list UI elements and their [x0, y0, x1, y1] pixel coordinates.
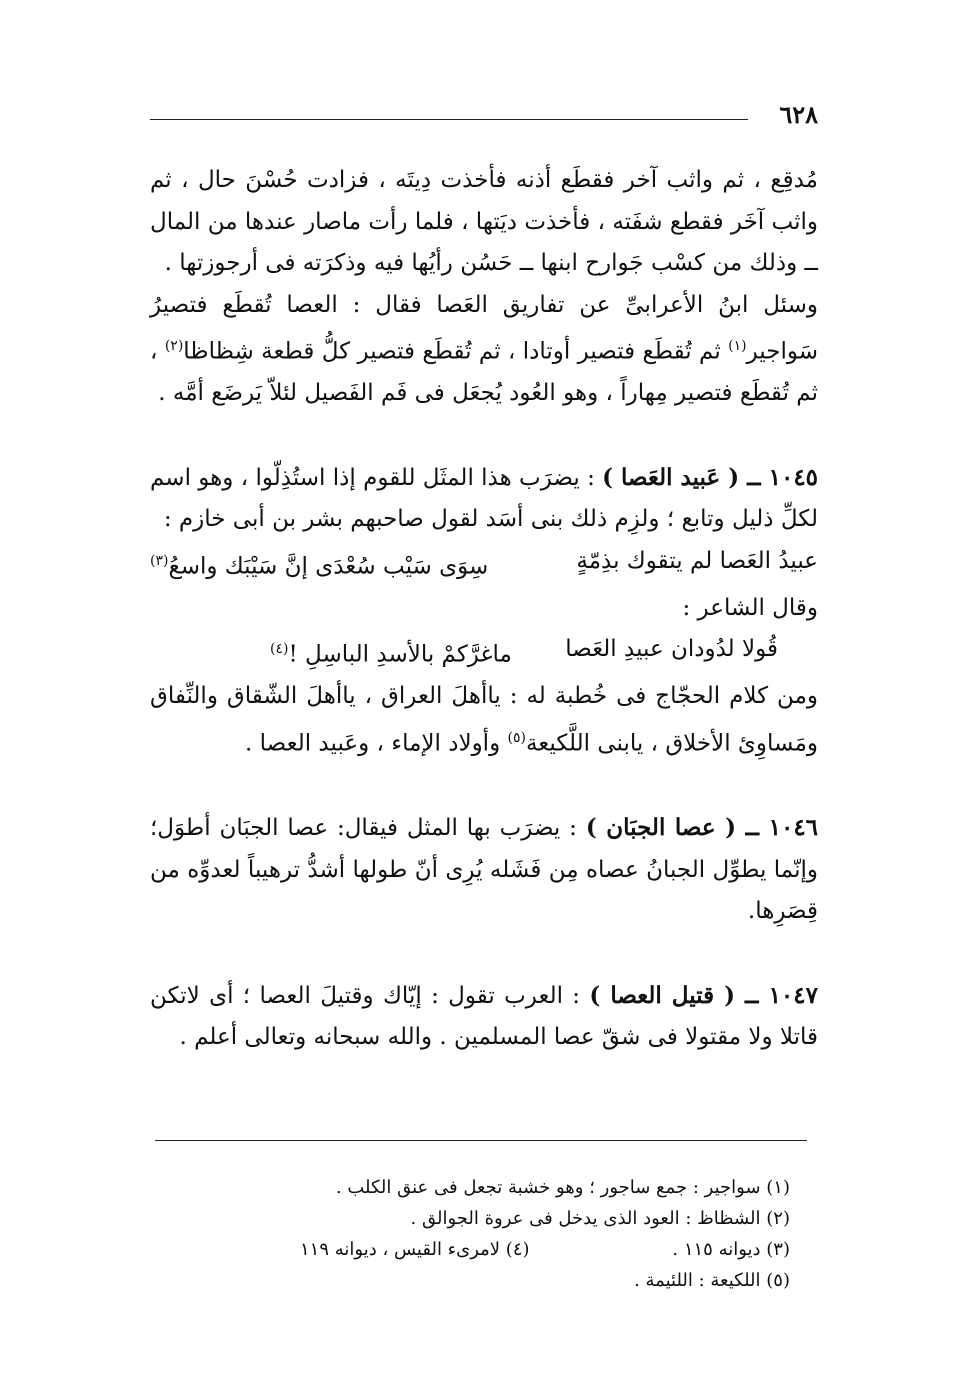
intro-paragraph-2c-text: ، ثم تُقطَع فتصير مِهاراً ، وهو العُود يُجعَل فى فَم الفَصيل لئلاّ يَرضَع أمَّه . [150, 338, 818, 407]
footnote-ref-5: (٥) [507, 729, 526, 746]
footnote-5: (٥) اللكيعة : اللئيمة . [634, 1270, 790, 1291]
entry-1047-paragraph [150, 975, 818, 1059]
verse-1 [150, 541, 818, 588]
entry-1045-paragraph [150, 457, 818, 541]
header-rule [150, 119, 748, 120]
entry-1045-text: : يضرَب هذا المثَل للقوم إذا استُذِلّوا ، وهو اسم لكلِّ ذليل وتابع ؛ ولزِم ذلك بنى أسَد لقول صاحبهم بشر بن أبى خازم : [150, 464, 818, 533]
verse-2-second-hemistich: ماغرَّكمْ بالأسدِ الباسِلِ ! [288, 641, 512, 668]
footnote-ref-4: (٤) [270, 641, 289, 658]
main-text [150, 160, 818, 1059]
intro-paragraph-1: مُدقِع ، ثم واثب آخر فقطَع أذنه فأخذت دِيتَه ، فزادت حُسْنَ حال ، ثم واثب آخَر فقطع شفَته ، فأخذت ديَتها ، فلما رأت ماصار عندها من المال ــ وذلك من كسْب جَوارح ابنها ــ حَسُن رأيُها فيه وذكرَته فى أرجوزتها . [150, 167, 818, 276]
entry-1046-heading: ١٠٤٦ ــ ( عصا الجبَان ) [585, 814, 819, 842]
footnote-1: (١) سواجير : جمع ساجور ؛ وهو خشبة تجعل فى عنق الكلب . [335, 1177, 790, 1198]
entry-1046-text: : يضرَب بها المثل فيقال: عصا الجبَان أطوَل؛ وإنّما يطوِّل الجبانُ عصاه مِن فَشَله يُرِى أنّ طولها أشدُّ ترهيباً لعدوِّه من قِصَرِها. [150, 815, 818, 925]
footnote-2: (٢) الشظاظ : العود الذى يدخل فى عروة الجوالق . [410, 1208, 790, 1229]
entry-1046-paragraph [150, 807, 818, 933]
footnote-ref-2: (٢) [164, 338, 184, 354]
verse-1-second-hemistich-wrap [150, 541, 488, 588]
footnote-ref-1: (١) [728, 338, 747, 354]
footnote-ref-3: (٣) [150, 552, 169, 569]
entry-1046 [150, 807, 818, 933]
page-header [150, 100, 818, 136]
verse-1-first-hemistich: عبيدُ العَصا لم يتقوك بذِمّةٍ [576, 547, 818, 574]
footnote-3: (٣) ديوانه ١١٥ . [672, 1239, 790, 1260]
verse-2 [150, 629, 818, 676]
footnotes [300, 1172, 790, 1296]
footnote-3-4-line [300, 1234, 790, 1265]
intro-paragraph-2 [150, 285, 818, 415]
entry-1047-heading: ١٠٤٧ ــ ( قتيل العصا ) [589, 981, 818, 1009]
verse-2-second-hemistich-wrap [270, 629, 512, 676]
hajjaj-quote-end: وأولاد الإماء ، وعَبيد العصا . [245, 730, 501, 757]
hajjaj-quote-text: ومن كلام الحجّاج فى خُطبة له : ياأهلَ العراق ، ياأهلَ الشّقاق والنِّفاق ومَساوِئ الأخلاق ، يابنى اللَّكيعة [150, 683, 818, 757]
poet-intro: وقال الشاعر : [682, 594, 818, 621]
entry-1047-text: : العرب تقول : إيّاك وقتيلَ العصا ؛ أى لاتكن قاتلا ولا مقتولا فى شقّ عصا المسلمين . والله سبحانه وتعالى أعلم . [150, 982, 818, 1051]
entry-1045 [150, 457, 818, 765]
intro-paragraph-2-text: وسئل ابنُ الأعرابىِّ عن تفاريق العَصا فقال : العصا تُقطَع فتصيرُ سَواجير [150, 291, 819, 365]
hajjaj-quote [150, 676, 818, 765]
footnote-4: (٤) لامرىء القيس ، ديوانه ١١٩ [300, 1239, 530, 1260]
verse-1-second-hemistich: سِوَى سَيْب سُعْدَى إنَّ سَيْبَك واسعُ [168, 553, 489, 580]
page-number: ٦٢٨ [779, 100, 818, 129]
entry-1047 [150, 975, 818, 1059]
intro-paragraph-2b-text: ثم تُقطَع فتصير أوتادا ، ثم تُقطَع فتصير كلُّ قطعة شِظاظا [183, 338, 721, 365]
entry-1045-heading: ١٠٤٥ ــ ( عَبيد العَصا ) [602, 463, 819, 491]
footnote-rule [155, 1140, 807, 1141]
verse-2-first-hemistich: قُولا لدُودان عبيدِ العَصا [565, 636, 778, 663]
